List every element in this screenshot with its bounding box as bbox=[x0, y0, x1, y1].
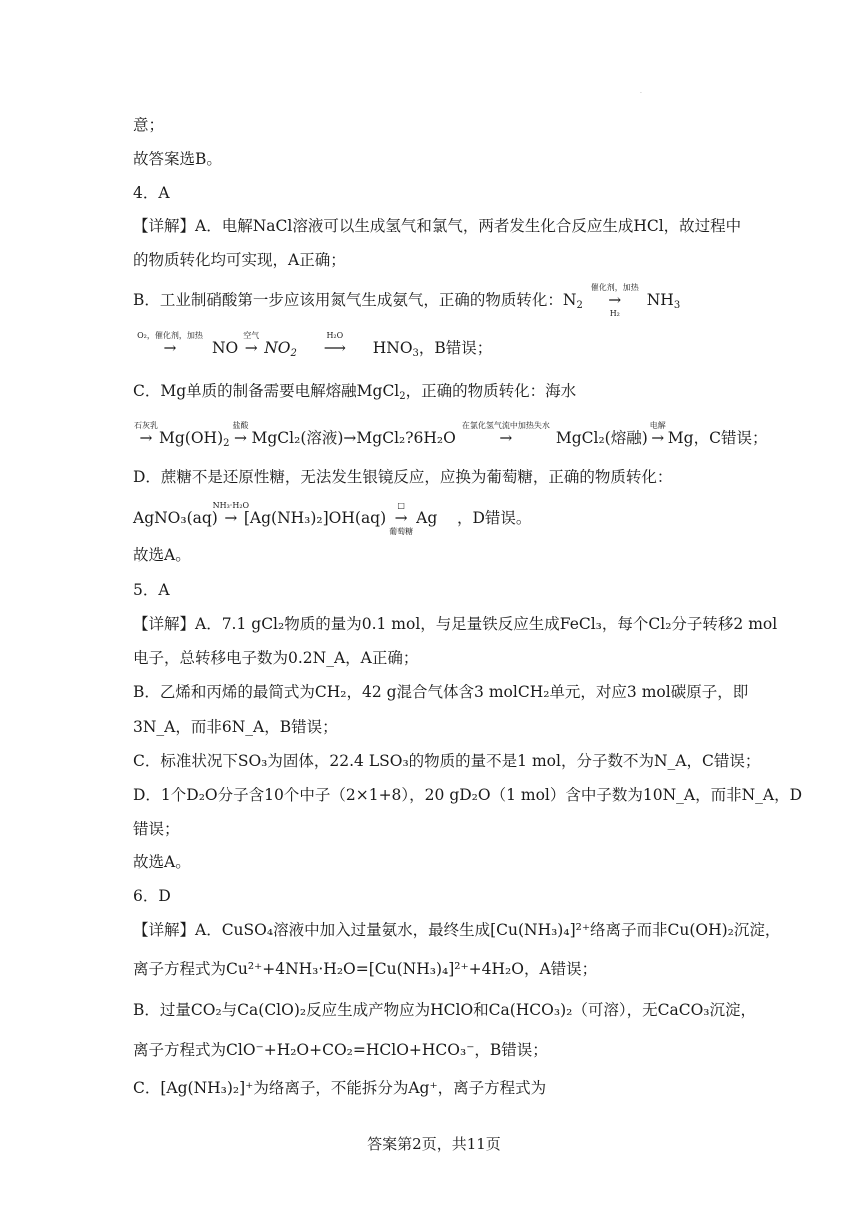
reaction-arrow: 盐酸 → bbox=[232, 421, 249, 447]
equation-line: O₂，催化剂，加热 → NO 空气 → $NO_2$ H₂O ⟶ $HNO_3$，B错误； bbox=[133, 338, 492, 358]
text-line: 的物质转化均可实现，A正确； bbox=[133, 251, 346, 269]
question-number: 5．A bbox=[133, 581, 170, 599]
reaction-arrow: 电解 → bbox=[649, 421, 666, 447]
document-page: . 意； 故答案选B。 4．A 【详解】A．电解NaCl溶液可以生成氢气和氯气，两者发生化合反应生成HCl，故过程中 的物质转化均可实现，A正确； B．工业制硝酸第一步应该用氮气生成氨气，正确的物质转化：$N_2$ 催化剂，加热 → H₂ $NH_3$ O₂，催化剂，加热 → NO 空气 → $NO_2$ H₂O ⟶ $HNO_3$，B错误； C．Mg单质的制备需要电解熔融MgCl$_2$，正确的物质转化：海水 石灰乳 → $Mg(OH)_2$ 盐酸 → MgCl₂(溶液)→MgCl₂?6H₂O 在氯化氢气流中加热失水 → MgCl₂(熔融) 电解 → Mg，C错误； D．蔗糖不是还原性糖，无法发生银镜反应，应换为葡萄糖，正确的物质转化： AgNO₃(aq) NH₃·H₂O → [Ag(NH₃)₂]OH(aq) □ → 葡萄糖 Ag ，D错误。 故选A。 5．A 【详解】A．7.1 gCl₂物质的量为0.1 mol，与足量铁反应生成FeCl₃，每个Cl₂分子转移2 mol 电子，总转移电子数为0.2N_A，A正确； B．乙烯和丙烯的最简式为CH₂，42 g混合气体含3 molCH₂单元，对应3 mol碳原子，即 3N_A，而非6N_A，B错误； C．标准状况下SO₃为固体，22.4 LSO₃的物质的量不是1 mol，分子数不为N_A，C错误； D．1个D₂O分子含10个中子（2×1+8），20 gD₂O（1 mol）含中子数为10N_A，而非N_A，D 错误； 故选A。 6．D 【详解】A．CuSO₄溶液中加入过量氨水，最终生成[Cu(NH₃)₄]²⁺络离子而非Cu(OH)₂沉淀， 离子方程式为Cu²⁺+4NH₃·H₂O=[Cu(NH₃)₄]²⁺+4H₂O，A错误； B．过量CO₂与Ca(ClO)₂反应生成产物应为HClO和Ca(HCO₃)₂（可溶），无CaCO₃沉淀， 离子方程式为ClO⁻+H₂O+CO₂=HClO+HCO₃⁻，B错误； C．[Ag(NH₃)₂]⁺为络离子，不能拆分为Ag⁺，离子方程式为 答案第2页，共11页 bbox=[0, 0, 868, 1227]
text-line: 【详解】A．电解NaCl溶液可以生成氢气和氯气，两者发生化合反应生成HCl，故过程中 bbox=[133, 217, 742, 235]
equation-line: 石灰乳 → $Mg(OH)_2$ 盐酸 → MgCl₂(溶液)→MgCl₂?6H₂O 在氯化氢气流中加热失水 → MgCl₂(熔融) 电解 → Mg，C错误； bbox=[134, 421, 768, 449]
question-number: 4．A bbox=[133, 184, 170, 202]
text-line: B．乙烯和丙烯的最简式为CH₂，42 g混合气体含3 molCH₂单元，对应3 mol碳原子，即 bbox=[133, 683, 749, 701]
question-number: 6．D bbox=[133, 887, 171, 905]
page-footer: 答案第2页，共11页 bbox=[367, 1135, 501, 1153]
text-line: 错误； bbox=[133, 820, 180, 838]
text-line: 故选A。 bbox=[133, 853, 191, 871]
equation-line: AgNO₃(aq) NH₃·H₂O → [Ag(NH₃)₂]OH(aq) □ → 葡萄糖 Ag ，D错误。 bbox=[133, 501, 532, 536]
reaction-arrow: H₂O ⟶ bbox=[323, 331, 346, 357]
equation-line: B．工业制硝酸第一步应该用氮气生成氨气，正确的物质转化：$N_2$ 催化剂，加热 → H₂ $NH_3$ bbox=[133, 283, 681, 318]
text-line: 故选A。 bbox=[133, 546, 191, 564]
reaction-arrow: NH₃·H₂O → bbox=[212, 501, 250, 527]
text-line: B．过量CO₂与Ca(ClO)₂反应生成产物应为HClO和Ca(HCO₃)₂（可溶），无CaCO₃沉淀， bbox=[133, 1001, 756, 1019]
text-line: 【详解】A．CuSO₄溶液中加入过量氨水，最终生成[Cu(NH₃)₄]²⁺络离子而非Cu(OH)₂沉淀， bbox=[133, 921, 781, 939]
text-line: 电子，总转移电子数为0.2N_A，A正确； bbox=[133, 649, 419, 667]
text-line: C．[Ag(NH₃)₂]⁺为络离子，不能拆分为Ag⁺，离子方程式为 bbox=[133, 1079, 547, 1097]
text-line: 3N_A，而非6N_A，B错误； bbox=[133, 718, 338, 736]
text-line: 【详解】A．7.1 gCl₂物质的量为0.1 mol，与足量铁反应生成FeCl₃，每个Cl₂分子转移2 mol bbox=[133, 615, 778, 633]
text-line: D．1个D₂O分子含10个中子（2×1+8），20 gD₂O（1 mol）含中子数为10N_A，而非N_A，D bbox=[133, 786, 803, 804]
reaction-arrow: 石灰乳 → bbox=[134, 421, 158, 447]
text-line: 离子方程式为ClO⁻+H₂O+CO₂=HClO+HCO₃⁻，B错误； bbox=[133, 1041, 548, 1059]
text-line: 故答案选B。 bbox=[133, 150, 222, 168]
reaction-arrow: 催化剂，加热 → H₂ bbox=[590, 283, 639, 318]
text-line: C．标准状况下SO₃为固体，22.4 LSO₃的物质的量不是1 mol，分子数不为N_A，C错误； bbox=[133, 752, 761, 770]
reaction-arrow: □ → 葡萄糖 bbox=[389, 501, 414, 536]
reaction-arrow: O₂，催化剂，加热 → bbox=[137, 331, 203, 357]
reaction-arrow: 在氯化氢气流中加热失水 → bbox=[461, 421, 550, 447]
text-line: D．蔗糖不是还原性糖，无法发生银镜反应，应换为葡萄糖，正确的物质转化： bbox=[133, 468, 673, 486]
reaction-arrow: 空气 → bbox=[243, 331, 260, 357]
text-line: C．Mg单质的制备需要电解熔融MgCl$_2$，正确的物质转化：海水 bbox=[133, 382, 577, 402]
text-line: 意； bbox=[133, 116, 165, 134]
text-line: 离子方程式为Cu²⁺+4NH₃·H₂O=[Cu(NH₃)₄]²⁺+4H₂O，A错误； bbox=[133, 960, 598, 978]
